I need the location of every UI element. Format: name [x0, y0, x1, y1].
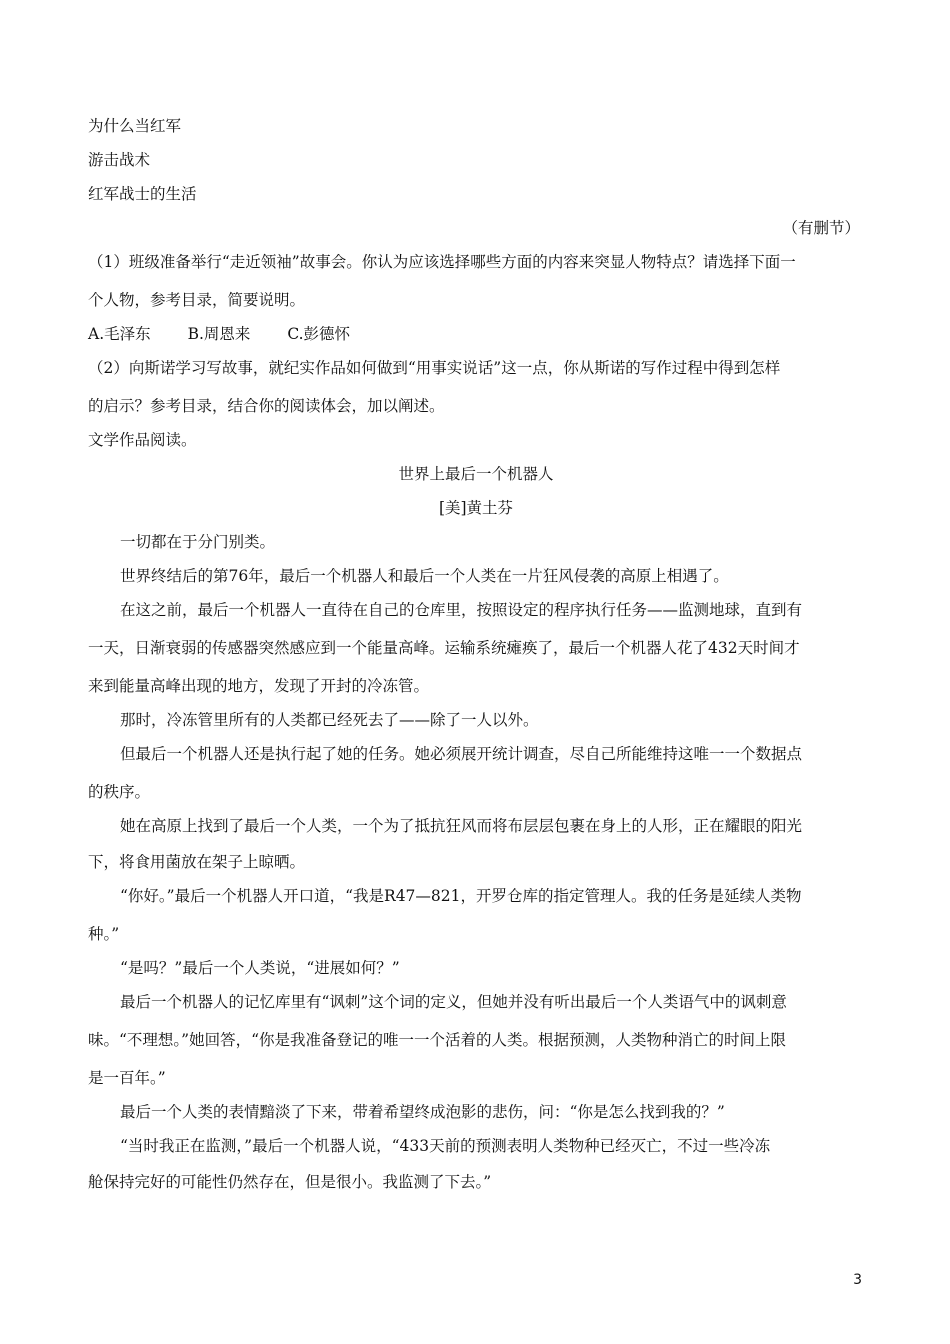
story-paragraph-cont: 种。” [88, 925, 120, 943]
story-paragraph: “当时我正在监测，”最后一个机器人说，“433天前的预测表明人类物种已经灭亡，不过一些冷冻 [120, 1137, 771, 1155]
story-paragraph: 最后一个机器人的记忆库里有“讽刺”这个词的定义，但她并没有听出最后一个人类语气中的讽刺意 [120, 993, 787, 1011]
story-paragraph: 世界终结后的第76年，最后一个机器人和最后一个人类在一片狂风侵袭的高原上相遇了。 [120, 567, 729, 585]
story-author: [美]黄土芬 [438, 499, 514, 517]
story-paragraph-cont: 一天，日渐衰弱的传感器突然感应到一个能量高峰。运输系统瘫痪了，最后一个机器人花了432天时间才 [88, 639, 800, 657]
question-2-line-2: 的启示？参考目录，结合你的阅读体会，加以阐述。 [88, 397, 445, 415]
story-paragraph: 一切都在于分门别类。 [120, 533, 276, 551]
story-paragraph: 那时，冷冻管里所有的人类都已经死去了——除了一人以外。 [120, 711, 539, 729]
story-paragraph: 她在高原上找到了最后一个人类，一个为了抵抗狂风而将布层层包裹在身上的人形，正在耀眼的阳光 [120, 817, 803, 835]
option-b: B.周恩来 [187, 325, 251, 343]
option-c: C.彭德怀 [287, 325, 351, 343]
toc-item-2: 游击战术 [88, 151, 151, 169]
story-paragraph-cont: 的秩序。 [88, 783, 151, 801]
story-paragraph-cont: 舱保持完好的可能性仍然存在，但是很小。我监测了下去。” [88, 1173, 492, 1191]
story-paragraph: 在这之前，最后一个机器人一直待在自己的仓库里，按照设定的程序执行任务——监测地球，直到有 [120, 601, 803, 619]
section-label: 文学作品阅读。 [88, 431, 197, 449]
abridged-note: （有删节） [782, 219, 860, 237]
question-2-line-1: （2）向斯诺学习写故事，就纪实作品如何做到“用事实说话”这一点，你从斯诺的写作过程中得到怎样 [88, 359, 781, 377]
story-paragraph: “你好。”最后一个机器人开口道，“我是R47—821，开罗仓库的指定管理人。我的任务是延续人类物 [120, 887, 802, 905]
page-number: 3 [853, 1272, 862, 1288]
story-paragraph: 但最后一个机器人还是执行起了她的任务。她必须展开统计调查，尽自己所能维持这唯一一个数据点 [120, 745, 803, 763]
story-paragraph-cont: 来到能量高峰出现的地方，发现了开封的冷冻管。 [88, 677, 430, 695]
question-1-line-2: 个人物，参考目录，简要说明。 [88, 291, 306, 309]
toc-item-1: 为什么当红军 [88, 117, 182, 135]
story-paragraph-cont: 味。“不理想。”她回答，“你是我准备登记的唯一一个活着的人类。根据预测，人类物种消亡的时间上限 [88, 1031, 787, 1049]
toc-item-3: 红军战士的生活 [88, 185, 197, 203]
story-paragraph: “是吗？”最后一个人类说，“进展如何？” [120, 959, 400, 977]
story-title: 世界上最后一个机器人 [398, 465, 554, 483]
question-1-options [88, 324, 864, 344]
story-paragraph: 最后一个人类的表情黯淡了下来，带着希望终成泡影的悲伤，问：“你是怎么找到我的？” [120, 1103, 725, 1121]
question-1-line-1: （1）班级准备举行“走近领袖”故事会。你认为应该选择哪些方面的内容来突显人物特点？请选择下面一 [88, 253, 796, 271]
story-paragraph-cont: 下，将食用菌放在架子上晾晒。 [88, 853, 306, 871]
option-a: A.毛泽东 [88, 325, 151, 343]
story-paragraph-cont: 是一百年。” [88, 1069, 166, 1087]
